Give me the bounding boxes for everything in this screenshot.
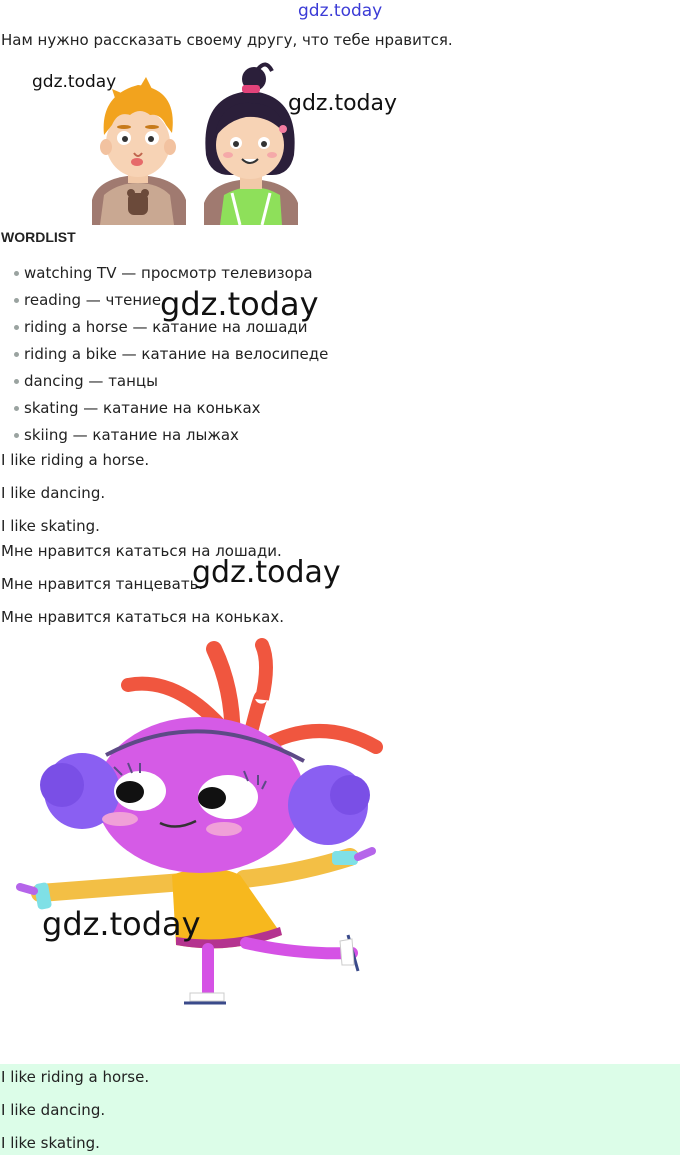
answer-sentence: I like skating. bbox=[1, 1134, 100, 1152]
russian-sentence: Мне нравится кататься на коньках. bbox=[1, 608, 284, 626]
wordlist-entry: skating — катание на коньках bbox=[24, 399, 261, 417]
bullet-icon bbox=[14, 271, 19, 276]
english-sentence: I like dancing. bbox=[1, 484, 106, 502]
list-item bbox=[0, 344, 328, 371]
russian-sentence: Мне нравится кататься на лошади. bbox=[1, 542, 282, 560]
answer-box bbox=[0, 1064, 680, 1155]
answer-sentence: I like dancing. bbox=[1, 1101, 106, 1119]
bullet-icon bbox=[14, 379, 19, 384]
boy-figure bbox=[92, 77, 186, 225]
russian-sentence: Мне нравится танцевать. bbox=[1, 575, 204, 593]
skater-illustration bbox=[0, 635, 400, 1030]
girl-figure bbox=[204, 64, 298, 225]
wordlist-entry: riding a horse — катание на лошади bbox=[24, 318, 308, 336]
wordlist-entry: riding a bike — катание на велосипеде bbox=[24, 345, 329, 363]
bullet-icon bbox=[14, 298, 19, 303]
wordlist-watermark: gdz.today bbox=[160, 285, 319, 323]
site-watermark: gdz.today bbox=[298, 1, 383, 21]
bullet-icon bbox=[14, 325, 19, 330]
wordlist-heading: WORDLIST bbox=[1, 229, 76, 245]
sentences-watermark: gdz.today bbox=[192, 555, 341, 590]
bullet-icon bbox=[14, 406, 19, 411]
bullet-icon bbox=[14, 433, 19, 438]
list-item bbox=[0, 425, 328, 452]
wordlist-entry: watching TV — просмотр телевизора bbox=[24, 264, 313, 282]
bullet-icon bbox=[14, 352, 19, 357]
wordlist-entry: skiing — катание на лыжах bbox=[24, 426, 239, 444]
english-sentence: I like skating. bbox=[1, 517, 100, 535]
image-watermark-left: gdz.today bbox=[32, 72, 117, 92]
english-sentence: I like riding a horse. bbox=[1, 451, 150, 469]
wordlist-entry: reading — чтение bbox=[24, 291, 162, 309]
kids-illustration bbox=[0, 55, 398, 225]
skater-illustration-svg bbox=[0, 635, 400, 1030]
image-watermark-right: gdz.today bbox=[288, 91, 398, 116]
image-watermark: gdz.today bbox=[42, 905, 201, 943]
answer-sentence: I like riding a horse. bbox=[1, 1068, 150, 1086]
intro-text: Нам нужно рассказать своему другу, что тебе нравится. bbox=[1, 31, 453, 49]
wordlist-entry: dancing — танцы bbox=[24, 372, 158, 390]
list-item bbox=[0, 371, 328, 398]
list-item bbox=[0, 398, 328, 425]
